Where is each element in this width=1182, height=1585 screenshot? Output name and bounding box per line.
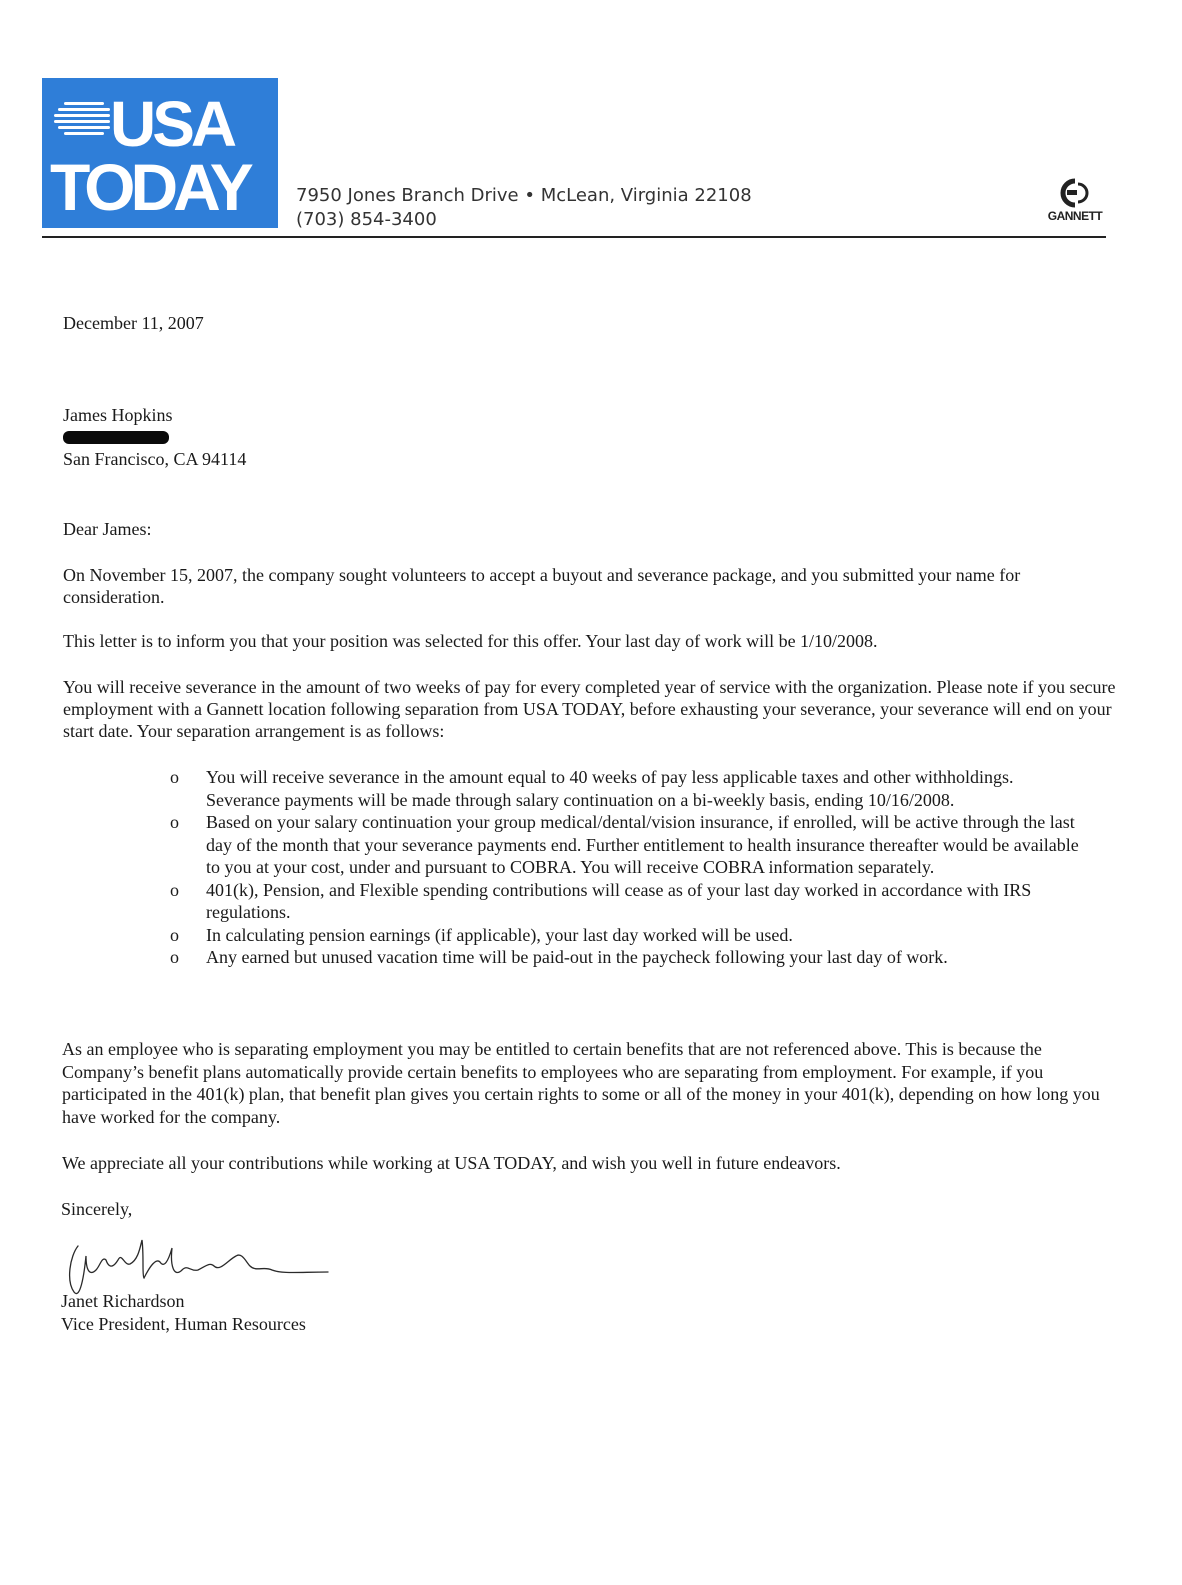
logo-stripes	[54, 102, 112, 142]
separation-terms-list	[170, 766, 1080, 969]
paragraph-volunteer: On November 15, 2007, the company sought volunteers to accept a buyout and severance package, and you submitted your name for consideration.	[63, 565, 1021, 607]
list-item-text: 401(k), Pension, and Flexible spending contributions will cease as of your last day worked in accordance with IRS regulations.	[206, 879, 1032, 922]
recipient-block	[63, 404, 246, 471]
signer-block	[61, 1290, 306, 1336]
paragraph-appreciation: We appreciate all your contributions while working at USA TODAY, and wish you well in future endeavors.	[62, 1153, 841, 1173]
gannett-logo	[1040, 178, 1110, 223]
letterhead-address	[296, 184, 752, 232]
gannett-mark-icon	[1058, 178, 1092, 208]
signer-name: Janet Richardson	[61, 1291, 185, 1311]
usa-today-logo	[42, 78, 278, 228]
paragraph-benefits: As an employee who is separating employment you may be entitled to certain benefits that are not referenced above. This is because the Company’s benefit plans automatically provide certain benefits to employees who are separating from employment. For example, if you participated in the 401(k) plan, that benefit plan gives you certain rights to some or all of the money in your 401(k), depending on how long you have worked for the company.	[62, 1039, 1100, 1127]
address-line-phone: (703) 854-3400	[296, 209, 437, 230]
paragraph-severance: You will receive severance in the amount of two weeks of pay for every completed year of service with the organization. Please note if you secure employment with a Gannett location following separation from USA TODAY, before exhausting your severance, your severance will end on your start date. Your separation arrangement is as follows:	[63, 677, 1116, 741]
list-item	[170, 924, 1080, 947]
recipient-city: San Francisco, CA 94114	[63, 449, 247, 469]
logo-word-today: TODAY	[50, 150, 249, 224]
bullet-marker: o	[170, 924, 179, 945]
address-line-street: 7950 Jones Branch Drive • McLean, Virginia 22108	[296, 185, 752, 206]
bullet-marker: o	[170, 879, 179, 900]
list-item-text: In calculating pension earnings (if applicable), your last day worked will be used.	[206, 924, 793, 945]
recipient-name: James Hopkins	[63, 405, 173, 425]
list-item	[170, 811, 1080, 879]
redacted-street-address	[63, 431, 169, 444]
list-item	[170, 766, 1080, 811]
closing: Sincerely,	[61, 1199, 133, 1219]
bullet-marker: o	[170, 812, 179, 832]
gannett-label: GANNETT	[1047, 209, 1103, 223]
paragraph-selection: This letter is to inform you that your position was selected for this offer. Your last day of work will be 1/10/2008.	[63, 631, 878, 651]
list-item-text: Based on your salary continuation your group medical/dental/vision insurance, if enrolled, will be active through the last day of the month that your severance payments end. Further entitlement to health insurance thereafter would be available to you at your cost, under and pursuant to COBRA. You will receive COBRA information separately.	[206, 812, 1079, 877]
salutation: Dear James:	[63, 519, 152, 539]
letter-date: December 11, 2007	[63, 313, 204, 333]
logo-word-usa: USA	[110, 88, 234, 160]
letterhead-divider	[42, 236, 1106, 238]
signer-title: Vice President, Human Resources	[61, 1314, 306, 1334]
bullet-marker: o	[170, 947, 179, 967]
bullet-marker: o	[170, 767, 179, 787]
list-item	[170, 946, 1080, 969]
list-item	[170, 879, 1080, 924]
list-item-text: Any earned but unused vacation time will be paid-out in the paycheck following your last day of work.	[206, 947, 948, 967]
list-item-text: You will receive severance in the amount equal to 40 weeks of pay less applicable taxes and other withholdings. Severance payments will be made through salary continuation on a bi-weekly basis, ending 10/16/2008.	[206, 767, 1014, 810]
